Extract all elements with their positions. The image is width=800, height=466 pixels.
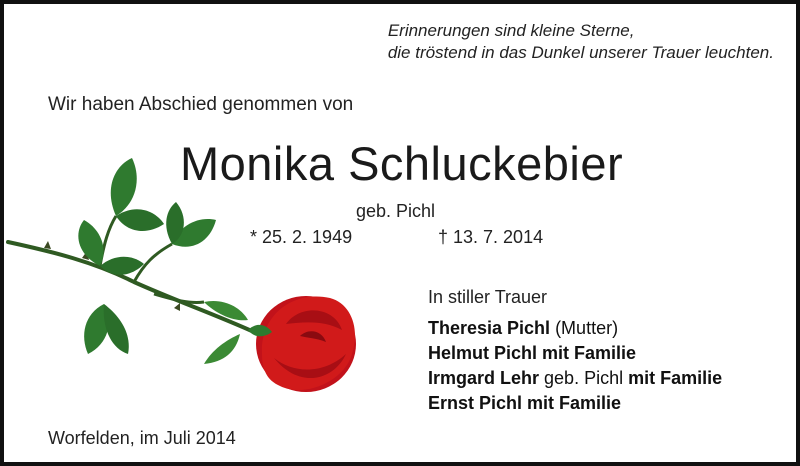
maiden-name: geb. Pichl <box>356 201 436 221</box>
mourner-item <box>428 341 722 366</box>
mourner-name: Theresia Pichl <box>428 318 551 338</box>
mourner-relation: (Mutter) <box>550 318 619 338</box>
place-date: Worfelden, im Juli 2014 <box>48 428 236 448</box>
mourner-name: Irmgard Lehr <box>428 368 540 388</box>
mourner-name: Ernst Pichl mit Familie <box>428 393 622 413</box>
intro-text: Wir haben Abschied genommen von <box>48 94 354 115</box>
mourner-item <box>428 316 722 341</box>
rose-image <box>4 154 374 404</box>
deceased-name: Monika Schluckebier <box>180 137 624 190</box>
quote-line-2: die tröstend in das Dunkel unserer Trauer leuchten. <box>387 43 774 62</box>
quote-line-1: Erinnerungen sind kleine Sterne, <box>387 21 635 40</box>
quote <box>388 20 774 64</box>
mourner-item <box>428 391 722 416</box>
death-date: † 13. 7. 2014 <box>438 227 544 247</box>
mourner-item <box>428 366 722 391</box>
birth-date: * 25. 2. 1949 <box>250 227 353 247</box>
mourners-list <box>428 316 722 416</box>
mourner-suffix: mit Familie <box>628 368 723 388</box>
mourner-maiden: geb. Pichl <box>539 368 629 388</box>
mourners-intro: In stiller Trauer <box>428 287 548 307</box>
mourner-name: Helmut Pichl mit Familie <box>428 343 637 363</box>
